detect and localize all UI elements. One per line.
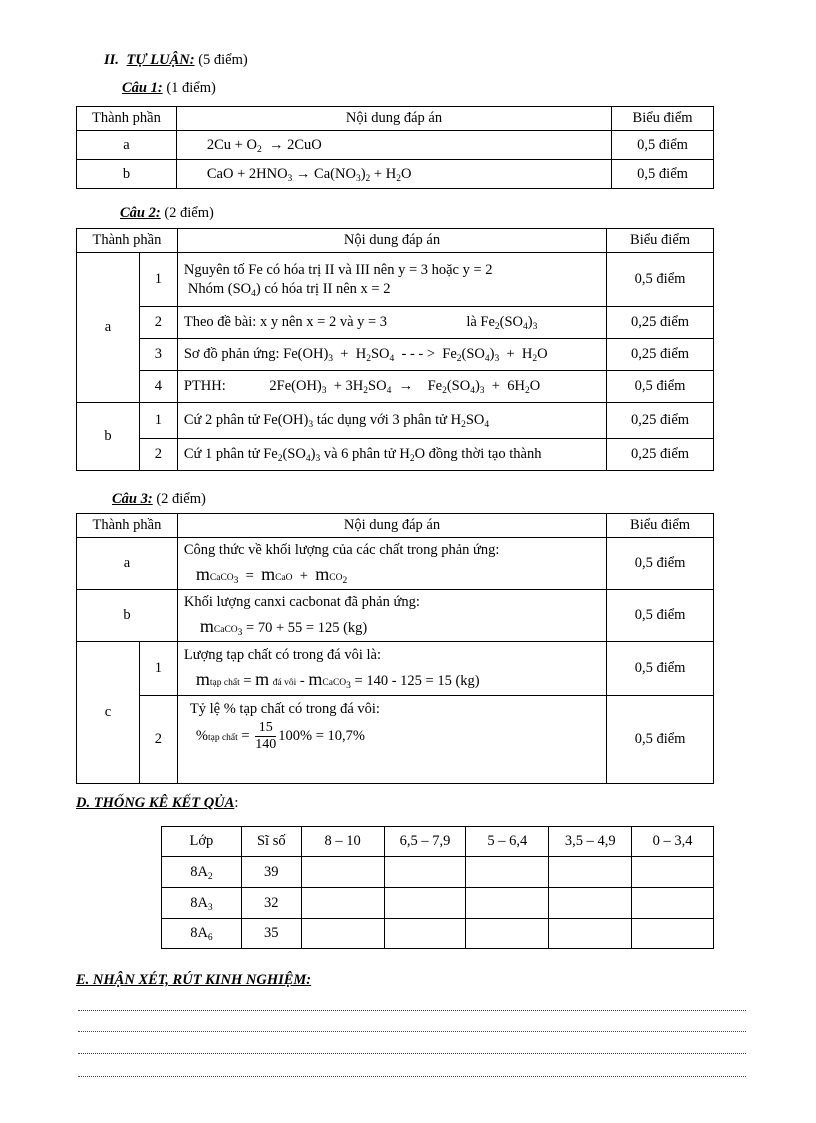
header-part: Thành phần: [77, 107, 177, 131]
q2-score-3: 0,25 điểm: [607, 339, 714, 371]
section-ii-points: (5 điểm): [198, 52, 248, 68]
q3-heading: [112, 491, 206, 508]
header-score: Biểu điểm: [607, 514, 714, 538]
stats-count: 32: [241, 888, 301, 919]
q2-score-2: 0,25 điểm: [607, 307, 714, 339]
q3-c-sub-2: 2: [139, 696, 177, 784]
q3-c1-content: [177, 642, 606, 696]
stats-header-6-5-7-9: 6,5 – 7,9: [384, 827, 466, 857]
header-part: Thành phần: [77, 229, 178, 253]
stats-header-0-3-4: 0 – 3,4: [632, 827, 714, 857]
q2-a1-line1: Nguyên tố Fe có hóa trị II và III nên y = 3 hoặc y = 2: [183, 262, 493, 279]
q2-a2-content: Theo đề bài: x y nên x = 2 và y = 3 là $Fe_2(SO_4)_3$: [177, 307, 606, 339]
q3-b-formula-rest: = 70 + 55 = 125 (kg): [246, 620, 368, 637]
q3-score-a: 0,5 điểm: [607, 538, 714, 590]
q2-a1-content: [177, 253, 606, 307]
q1-part-a: a: [77, 131, 177, 160]
q2-b-sub-2: 2: [139, 439, 177, 471]
header-content: Nội dung đáp án: [176, 107, 611, 131]
q3-points: (2 điểm): [156, 491, 206, 507]
q1-a-equation: $2Cu + O_2 \to 2CuO$: [176, 131, 611, 160]
q2-a-sub-2: 2: [139, 307, 177, 339]
q2-a-sub-3: 3: [139, 339, 177, 371]
q2-a3-text: Sơ đồ phản ứng:: [183, 346, 280, 363]
q3-a-formula: mCaCO$_3$ = mCaO + mCO$_2$: [195, 564, 348, 587]
q1-points: (1 điểm): [166, 80, 216, 96]
q2-b2-text: Cứ 1 phân tử: [183, 446, 260, 463]
stats-count: 35: [241, 919, 301, 949]
section-e-title: E. NHẬN XÉT, RÚT KINH NGHIỆM:: [76, 972, 312, 988]
q2-score-6: 0,25 điểm: [607, 439, 714, 471]
dotted-line: [78, 1053, 746, 1054]
section-e-heading: [76, 972, 311, 989]
stats-header-8-10: 8 – 10: [301, 827, 384, 857]
q3-a-content: [177, 538, 606, 590]
dotted-line: [78, 1076, 746, 1077]
q1-b-equation: CaO + $2HNO_3 \to Ca(NO_3)_2 + H_2O$: [176, 160, 611, 189]
q2-a2-tail: là: [466, 314, 477, 331]
dotted-line: [78, 1031, 746, 1032]
q3-c1-sub-da-voi: đá vôi: [272, 678, 297, 689]
q2-a1-line2: Nhóm $(SO_4)$ có hóa trị II nên x = 2: [187, 280, 391, 299]
q2-score-5: 0,25 điểm: [607, 403, 714, 439]
q2-b1-content: Cứ 2 phân tử $Fe(OH)_3$ tác dụng với 3 phân tử $H_2SO_4$: [177, 403, 606, 439]
q2-b-sub-1: 1: [139, 403, 177, 439]
q2-table: [76, 228, 714, 471]
header-score: Biểu điểm: [612, 107, 714, 131]
section-d-heading: [76, 795, 238, 812]
q3-b-content: [177, 590, 606, 642]
q2-a3-content: Sơ đồ phản ứng: $Fe(OH)_3 + H_2SO_4$ - - - > $Fe_2(SO_4)_3 + H_2O$: [177, 339, 606, 371]
q2-b2-tail: đồng thời tạo thành: [428, 446, 542, 463]
q2-label: Câu 2:: [120, 205, 161, 221]
q3-b-text: Khối lượng canxi cacbonat đã phản ứng:: [183, 594, 420, 611]
q3-score-b: 0,5 điểm: [607, 590, 714, 642]
q3-c2-text: Tỷ lệ % tạp chất có trong đá vôi:: [189, 701, 380, 717]
q3-c1-text: Lượng tạp chất có trong đá vôi là:: [183, 647, 382, 664]
q3-c-sub-1: 1: [139, 642, 177, 696]
header-part: Thành phần: [77, 514, 178, 538]
q3-score-c1: 0,5 điểm: [607, 642, 714, 696]
q2-score-4: 0,5 điểm: [607, 371, 714, 403]
q3-b-formula: mCaCO$_3$ = 70 + 55 = 125 (kg): [199, 616, 368, 639]
q2-points: (2 điểm): [164, 205, 214, 221]
q3-c1-sub-tap-chat: tạp chất: [209, 678, 240, 689]
q2-part-a: a: [77, 253, 140, 403]
q2-a-sub-4: 4: [139, 371, 177, 403]
q2-a1-line2-post: có hóa trị II nên x = 2: [260, 280, 391, 297]
stats-count: 39: [241, 857, 301, 888]
q3-label: Câu 3:: [112, 491, 153, 507]
table-row: [162, 888, 714, 919]
q1-b-score: 0,5 điểm: [612, 160, 714, 189]
q2-b2-mid: và 6 phân tử: [323, 446, 396, 463]
stats-table: [161, 826, 714, 949]
stats-class: $8A_6$: [162, 919, 242, 949]
section-ii-number: II.: [104, 52, 119, 68]
q3-part-a: a: [77, 538, 178, 590]
q1-heading: [122, 80, 216, 97]
q3-c2-tail: 100% = 10,7%: [278, 728, 365, 745]
section-d-colon: :: [234, 795, 239, 811]
q1-part-b: b: [77, 160, 177, 189]
q2-a4-text: PTHH:: [183, 378, 226, 395]
q3-c2-formula: %tạp chất = $\frac{15}{140}$ 100% = 10,7%: [195, 720, 365, 753]
q3-part-b: b: [77, 590, 178, 642]
q3-a-text: Công thức về khối lượng của các chất trong phản ứng:: [183, 542, 500, 559]
stats-header-3-5-4-9: 3,5 – 4,9: [549, 827, 632, 857]
q2-b1-mid: tác dụng với 3 phân tử: [316, 412, 447, 429]
q3-part-c: c: [77, 642, 140, 784]
stats-class: $8A_2$: [162, 857, 242, 888]
q3-table: [76, 513, 714, 784]
stats-header-class: Lớp: [162, 827, 242, 857]
section-ii-title: TỰ LUẬN:: [126, 52, 195, 68]
stats-header-5-6-4: 5 – 6,4: [466, 827, 549, 857]
q3-c2-fraction: [255, 720, 276, 753]
stats-header-count: Sĩ số: [241, 827, 301, 857]
q3-score-c2: 0,5 điểm: [607, 696, 714, 784]
q1-table: [76, 106, 714, 189]
table-row: [162, 919, 714, 949]
q3-c1-formula: mtạp chất = m đá vôi - mCaCO$_3$ = 140 - 125 = 15 (kg): [195, 669, 480, 692]
q2-a2-text: Theo đề bài: x y nên x = 2 và y = 3: [183, 314, 388, 331]
q2-b1-text: Cứ 2 phân tử: [183, 412, 260, 429]
q1-a-score: 0,5 điểm: [612, 131, 714, 160]
q2-score-1: 0,5 điểm: [607, 253, 714, 307]
q2-a-sub-1: 1: [139, 253, 177, 307]
section-d-title: D. THỐNG KÊ KẾT QỦA: [76, 795, 235, 811]
table-row: [162, 857, 714, 888]
q3-c2-content: [177, 696, 606, 784]
header-content: Nội dung đáp án: [177, 229, 606, 253]
q3-c1-formula-rest: = 140 - 125 = 15 (kg): [354, 673, 480, 690]
stats-class: $8A_3$: [162, 888, 242, 919]
q3-c2-sub-tap-chat: tạp chất: [207, 733, 238, 744]
q2-part-b: b: [77, 403, 140, 471]
header-score: Biểu điểm: [607, 229, 714, 253]
q1-label: Câu 1:: [122, 80, 163, 96]
dotted-line: [78, 1010, 746, 1011]
q3-c2-denominator: 140: [255, 737, 277, 753]
q2-b2-content: Cứ 1 phân tử $Fe_2(SO_4)_3$ và 6 phân tử $H_2O$ đồng thời tạo thành: [177, 439, 606, 471]
section-ii-heading: [104, 52, 248, 69]
q2-a4-content: PTHH: $2Fe(OH)_3 + 3H_2SO_4$ → $Fe_2(SO_4)_3 + 6H_2O$: [177, 371, 606, 403]
q2-heading: [120, 205, 214, 222]
header-content: Nội dung đáp án: [177, 514, 606, 538]
q3-c2-numerator: 15: [255, 720, 276, 737]
